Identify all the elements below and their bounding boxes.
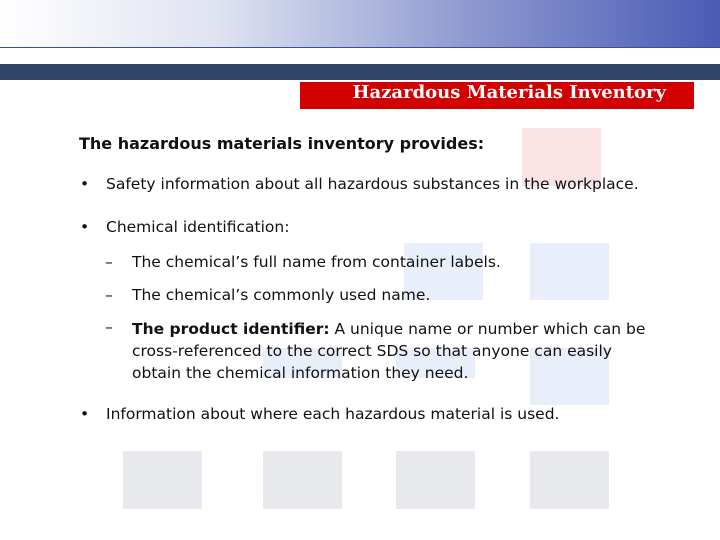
decor-square-gray [123,451,202,509]
dash-icon: – [105,253,113,271]
intro-text: The hazardous materials inventory provides: [79,134,485,153]
bullet-text: Safety information about all hazardous substances in the workplace. [106,175,639,193]
sub-item-text: The chemical’s full name from container labels. [132,253,501,271]
title-bar-edge [300,74,694,82]
dash-icon: – [105,318,113,336]
title-bar [300,74,694,109]
decor-square-gray [530,451,609,509]
bullet-text: Chemical identification: [106,218,290,236]
sub-item-text [132,318,652,384]
dash-icon: – [105,286,113,304]
bullet-icon: • [80,175,90,193]
decor-square-gray [263,451,342,509]
product-identifier-definition: A unique name or number which can be cross-referenced to the correct SDS so that anyone can easily obtain the chemical information they need. [132,320,646,382]
header-gradient [0,0,720,47]
page-title: Hazardous Materials Inventory [352,82,666,103]
bullet-text: Information about where each hazardous material is used. [106,405,560,423]
bullet-icon: • [80,405,90,423]
sub-item-text: The chemical’s commonly used name. [132,286,431,304]
decor-square-gray [396,451,475,509]
header-rule [0,47,720,48]
bullet-icon: • [80,218,90,236]
decor-square-blue [530,243,609,300]
product-identifier-term: The product identifier: [132,320,330,338]
